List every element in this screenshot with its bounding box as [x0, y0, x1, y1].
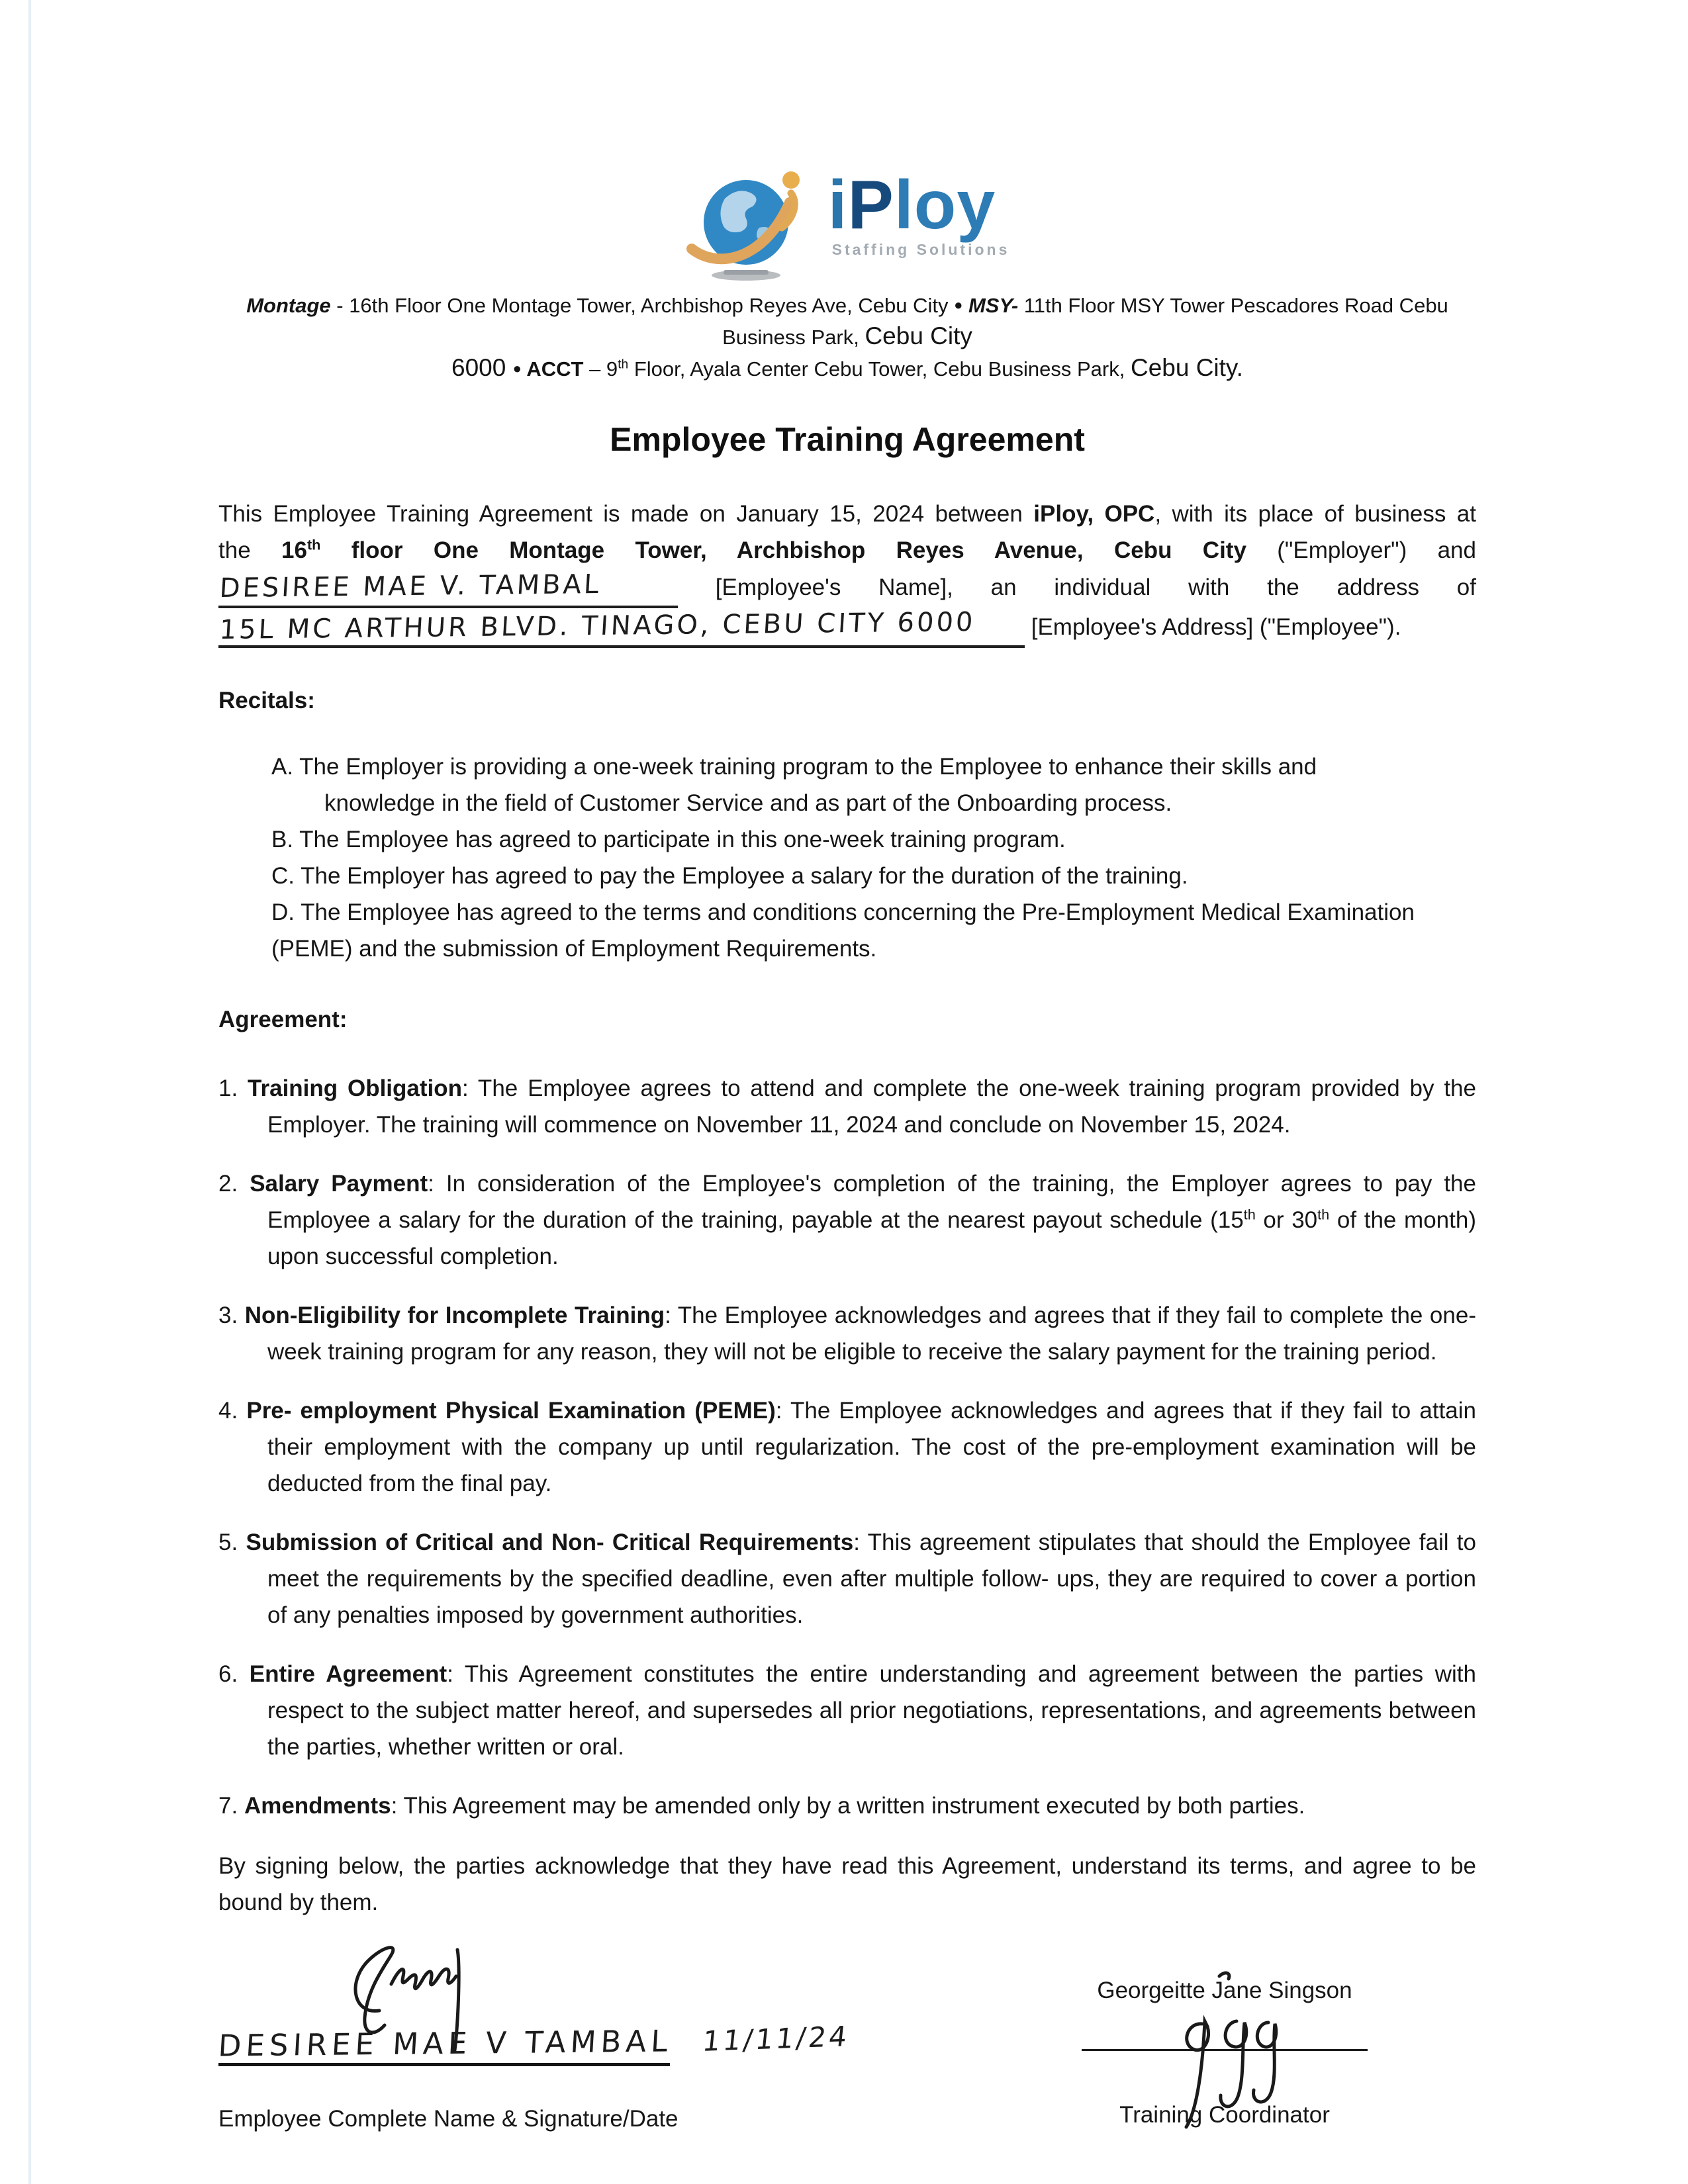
item-body: : The Employee acknowledges and agrees that if they fail to attain their employment with the company up until regularization. The cost of the pre-employment examination will be deducted from the final pay.: [267, 1398, 1477, 1496]
item-title: Training Obligation: [248, 1075, 463, 1101]
recital-label: D.: [271, 899, 295, 925]
address-acct-label: ACCT: [521, 357, 584, 381]
item-number: 3.: [218, 1302, 238, 1328]
intro-paragraph: [218, 496, 1476, 648]
item-title: Amendments: [244, 1793, 391, 1819]
recital-item-d: [271, 894, 1476, 967]
page-title: Employee Training Agreement: [610, 421, 1085, 458]
recital-text: The Employer is providing a one-week training program to the Employee to enhance their skills and: [299, 754, 1317, 780]
address-run-large: Cebu City: [865, 322, 972, 349]
signature-section: [218, 1946, 1476, 2132]
address-montage-label: Montage: [246, 294, 331, 317]
floor-superscript: th: [306, 536, 321, 553]
recital-label: C.: [271, 863, 295, 889]
coordinator-title-label: Training Coordinator: [1119, 2102, 1330, 2128]
employee-handwritten-row: [217, 2020, 851, 2064]
company-name: iPloy, OPC: [1033, 501, 1155, 527]
recitals-list: [218, 749, 1476, 967]
item-title: Entire Agreement: [249, 1661, 447, 1687]
item-title: Salary Payment: [250, 1171, 428, 1197]
agreement-item-4: [218, 1392, 1476, 1502]
item-number: 7.: [218, 1793, 238, 1819]
logo: [218, 164, 1476, 283]
agreement-item-6: [218, 1656, 1476, 1765]
intro-line-1: [218, 496, 1476, 532]
intro-line-3: [218, 569, 1476, 608]
recital-text-continuation: knowledge in the field of Customer Service and as part of the Onboarding process.: [324, 790, 1172, 816]
brand-text: [827, 167, 1010, 244]
item-body: : This agreement stipulates that should the Employee fail to meet the requirements by the specified deadline, even after multiple follow- ups, they are required to cover a portion of any penalties imposed by government authorities.: [267, 1529, 1476, 1628]
agreement-item-3: [218, 1297, 1476, 1370]
item-title: Non-Eligibility for Incomplete Training: [244, 1302, 665, 1328]
intro-run: ("Employer") and: [1277, 537, 1476, 563]
intro-line-2: [218, 532, 1476, 569]
address-run-large: 6000: [451, 354, 513, 381]
document-content: [218, 164, 1476, 2132]
address-run: – 9: [583, 357, 618, 381]
recital-item-c: [271, 858, 1476, 894]
agreement-item-5: [218, 1524, 1476, 1633]
item-number: 1.: [218, 1075, 238, 1101]
employee-signature-block: [217, 1946, 851, 2132]
recital-text: The Employer has agreed to pay the Employee a salary for the duration of the training.: [301, 863, 1188, 889]
item-body: of the month) upon successful completion.: [267, 1207, 1476, 1269]
item-number: 4.: [218, 1398, 238, 1424]
item-body: : The Employee acknowledges and agrees that if they fail to complete the one-week training program for any reason, they will not be eligible to receive the salary payment for the training period.: [267, 1302, 1476, 1365]
item-body: : In consideration of the Employee's completion of the training, the Employer agrees to pay the Employee a salary for the duration of the training, payable at the nearest payout schedule (15: [267, 1171, 1476, 1233]
address-run: Floor, Ayala Center Cebu Tower, Cebu Business Park,: [628, 357, 1131, 381]
address-run: 11th Floor MSY Tower Pescadores Road Cebu Business Park,: [722, 294, 1448, 349]
agreement-heading: Agreement:: [218, 1007, 348, 1032]
item-body: or 30: [1255, 1207, 1318, 1233]
item-title: Pre- employment Physical Examination (PEME): [246, 1398, 776, 1424]
coordinator-signature-area: [1082, 2049, 1368, 2053]
recital-text-continuation: (PEME) and the submission of Employment Requirements.: [271, 936, 877, 962]
address-line-2: [218, 353, 1476, 385]
employee-handwritten-date: 11/11/24: [700, 2020, 851, 2058]
intro-run: [Employee's Address] ("Employee").: [1031, 614, 1401, 640]
item-superscript: th: [1317, 1206, 1330, 1223]
header-address: [218, 290, 1476, 385]
address-run: - 16th Floor One Montage Tower, Archbishop Reyes Ave, Cebu City: [330, 294, 955, 317]
item-title: Submission of Critical and Non- Critical Requirements: [246, 1529, 854, 1555]
address-run-large: Cebu City.: [1130, 354, 1243, 381]
scan-artifact-line: [28, 0, 31, 2184]
globe-icon: [685, 164, 824, 287]
brand-tagline: Staffing Solutions: [831, 241, 1010, 258]
recital-label: B.: [271, 827, 294, 852]
agreement-item-7: [218, 1788, 1476, 1824]
address-line-1: [218, 290, 1476, 353]
intro-run: [Employee's Name], an individual with the address of: [715, 574, 1476, 600]
bullet-icon: ●: [512, 360, 522, 377]
brand-letter-p: P: [847, 167, 894, 244]
employee-signature-label: Employee Complete Name & Signature/Date: [218, 2106, 679, 2132]
handwritten-name-field: [218, 569, 678, 608]
handwritten-address-field: [218, 608, 1025, 648]
item-number: 5.: [218, 1529, 238, 1555]
employee-handwritten-name: DESIREE MAE V TAMBAL: [217, 2023, 673, 2064]
intro-run: This Employee Training Agreement is made on January 15, 2024 between: [218, 501, 1034, 527]
intro-run: the: [218, 537, 281, 563]
agreement-item-2: [218, 1165, 1476, 1275]
agreement-item-1: [218, 1070, 1476, 1143]
recital-item-b: [271, 821, 1476, 858]
item-body: : The Employee agrees to attend and complete the one-week training program provided by the Employer. The training will commence on November 11, 2024 and conclude on November 15, 2024.: [267, 1075, 1476, 1138]
floor-number: 16: [281, 537, 307, 563]
recital-text: The Employee has agreed to the terms and conditions concerning the Pre-Employment Medical Examination: [301, 899, 1415, 925]
recital-item-a: [271, 749, 1476, 821]
recital-label: A.: [271, 754, 294, 780]
intro-line-4: [218, 608, 1476, 648]
bullet-icon: ●: [954, 296, 963, 313]
coordinator-signature-scribble-icon: [1158, 1968, 1291, 2137]
item-number: 2.: [218, 1171, 238, 1197]
item-body: : This Agreement may be amended only by a written instrument executed by both parties.: [391, 1793, 1305, 1819]
closing-paragraph: By signing below, the parties acknowledge that they have read this Agreement, understand its terms, and agree to be bound by them.: [218, 1853, 1476, 1915]
coordinator-signature-block: [1053, 1946, 1397, 2132]
item-superscript: th: [1243, 1206, 1256, 1223]
recitals-heading: Recitals:: [218, 688, 315, 713]
employee-signature-area: [217, 1946, 851, 2066]
recital-text: The Employee has agreed to participate in this one-week training program.: [299, 827, 1066, 852]
address-superscript: th: [618, 357, 629, 372]
address-msy-label: MSY-: [962, 294, 1019, 317]
intro-run: , with its place of business at: [1154, 501, 1476, 527]
handwritten-employee-address: 15L MC ARTHUR BLVD. TINAGO, CEBU CITY 6000: [218, 607, 976, 645]
handwritten-employee-name: DESIREE MAE V. TAMBAL: [218, 569, 602, 604]
employer-address-bold: floor One Montage Tower, Archbishop Reyes Avenue, Cebu City: [320, 537, 1278, 563]
brand-letter-i: i: [827, 167, 848, 244]
brand-letters-loy: loy: [894, 167, 996, 244]
coordinator-name: Georgeitte Jane Singson: [1097, 1978, 1352, 2003]
employee-signature-line: [218, 2063, 670, 2066]
item-number: 6.: [218, 1661, 238, 1687]
item-body: : This Agreement constitutes the entire understanding and agreement between the parties with respect to the subject matter hereof, and supersedes all prior negotiations, representations, and agreements between the parties, whether written or oral.: [267, 1661, 1476, 1760]
